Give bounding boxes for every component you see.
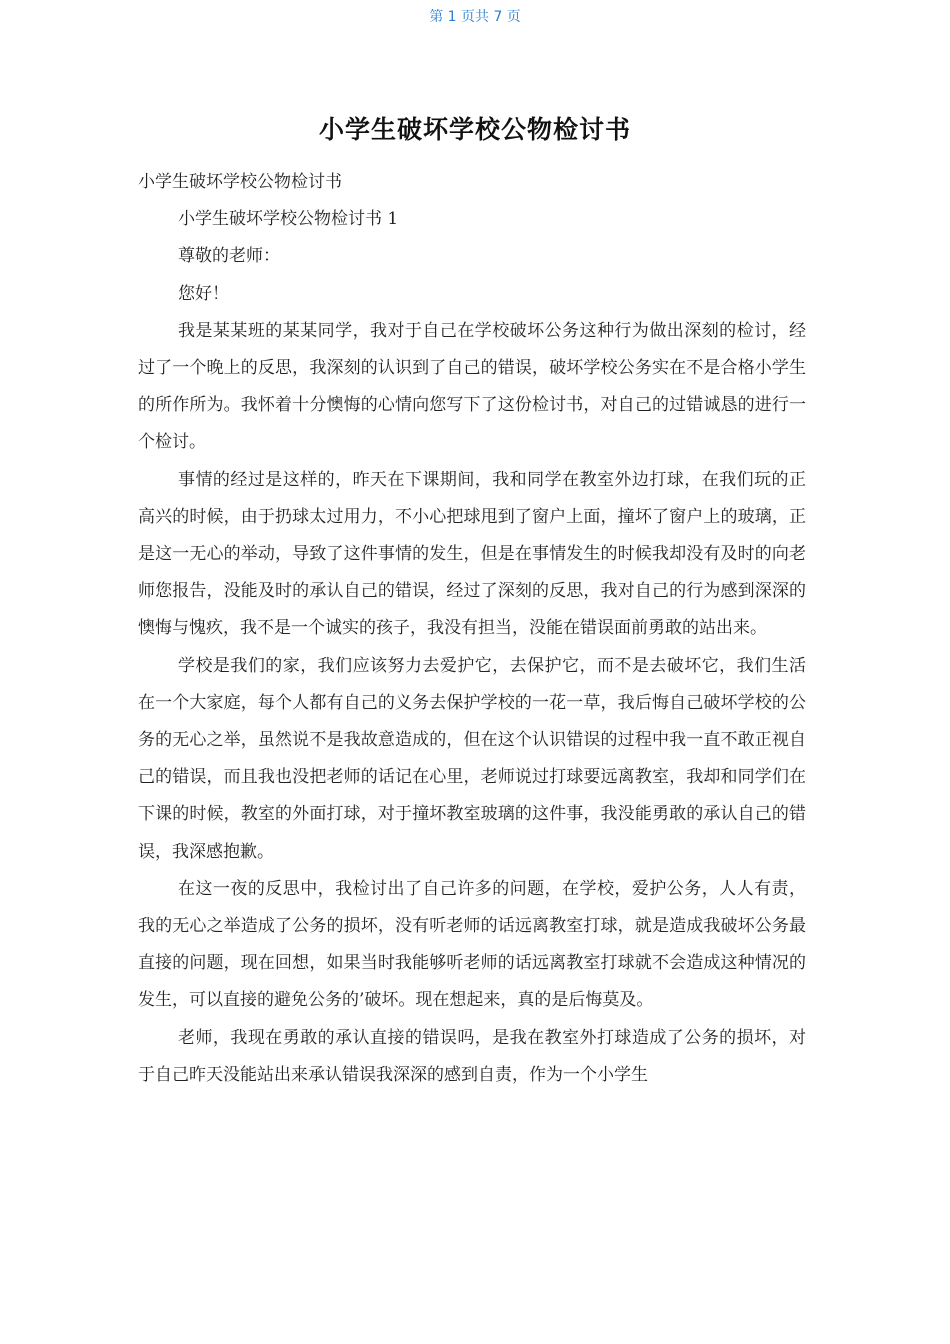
body-paragraph: 我是某某班的某某同学，我对于自己在学校破坏公务这种行为做出深刻的检讨，经过了一个晚上的反思，我深刻的认识到了自己的错误，破坏学校公务实在不是合格小学生的所作所为。我怀着十分懊悔的心情向您写下了这份检讨书，对自己的过错诚恳的进行一个检讨。 xyxy=(138,320,806,453)
page-indicator: 第 1 页共 7 页 xyxy=(429,9,521,25)
body-paragraph: 事情的经过是这样的，昨天在下课期间，我和同学在教室外边打球，在我们玩的正高兴的时候，由于扔球太过用力，不小心把球甩到了窗户上面，撞坏了窗户上的玻璃，正是这一无心的举动，导致了这件事情的发生，但是在事情发生的时候我却没有及时的向老师您报告，没能及时的承认自己的错误，经过了深刻的反思，我对自己的行为感到深深的懊悔与愧疚，我不是一个诚实的孩子，我没有担当，没能在错误面前勇敢的站出来。 xyxy=(138,469,806,639)
document-subtitle: 小学生破坏学校公物检讨书 xyxy=(138,172,342,192)
salutation: 尊敬的老师： xyxy=(178,246,280,267)
body-paragraph: 在这一夜的反思中，我检讨出了自己许多的问题，在学校，爱护公务，人人有责，我的无心之举造成了公务的损坏，没有听老师的话远离教室打球，就是造成我破坏公务最直接的问题，现在回想，如果当时我能够听老师的话远离教室打球就不会造成这种情况的发生，可以直接的避免公务的’破坏。现在想起来，真的是后悔莫及。 xyxy=(138,878,806,1011)
document-body xyxy=(138,164,806,1094)
document-title: 小学生破坏学校公物检讨书 xyxy=(318,115,631,144)
section-heading: 小学生破坏学校公物检讨书 1 xyxy=(178,209,399,230)
greeting: 您好！ xyxy=(178,283,229,304)
body-paragraph: 学校是我们的家，我们应该努力去爱护它，去保护它，而不是去破坏它，我们生活在一个大家庭，每个人都有自己的义务去保护学校的一花一草，我后悔自己破坏学校的公务的无心之举，虽然说不是我故意造成的，但在这个认识错误的过程中我一直不敢正视自己的错误，而且我也没把老师的话记在心里，老师说过打球要远离教室，我却和同学们在下课的时候，教室的外面打球，对于撞坏教室玻璃的这件事，我没能勇敢的承认自己的错误，我深感抱歉。 xyxy=(138,655,806,862)
body-paragraph: 老师，我现在勇敢的承认直接的错误吗，是我在教室外打球造成了公务的损坏，对于自己昨天没能站出来承认错误我深深的感到自责，作为一个小学生 xyxy=(138,1027,806,1085)
